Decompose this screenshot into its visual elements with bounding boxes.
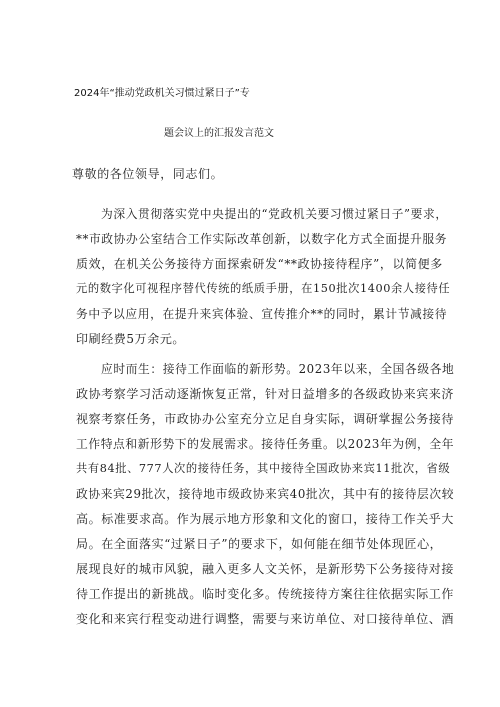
body-line: 高。标准要求高。作为展示地方形象和文化的窗口，接待工作关乎大 — [76, 512, 455, 526]
body-line: 变化和来宾行程变动进行调整，需要与来访单位、对口接待单位、酒 — [76, 612, 455, 626]
body-line: 质效，在机关公务接待方面探索研发“**政协接待程序”，以简便多 — [76, 257, 443, 271]
body-line: **市政协办公室结合工作实际改革创新，以数字化方式全面提升服务 — [76, 232, 448, 246]
salutation-line: 尊敬的各位领导，同志们。 — [72, 167, 224, 181]
body-line: 待工作提出的新挑战。临时变化多。传统接待方案往往依据实际工作 — [76, 587, 455, 601]
body-line: 印刷经费5万余元。 — [76, 332, 186, 346]
body-line: 应时而生：接待工作面临的新形势。2023年以来，全国各级各地 — [101, 362, 455, 376]
document-title-line-2: 题会议上的汇报发言范文 — [164, 128, 274, 139]
document-title-line-1: 2024年“推动党政机关习惯过紧日子”专 — [74, 88, 250, 99]
body-line: 为深入贯彻落实党中央提出的“党政机关要习惯过紧日子”要求， — [101, 207, 448, 221]
body-line: 共有84批、777人次的接待任务，其中接待全国政协来宾11批次，省级 — [76, 462, 451, 475]
body-line: 务中予以应用，在提升来宾体验、宣传推介**的同时，累计节减接待 — [76, 307, 448, 321]
body-line: 局。在全面落实“过紧日子”的要求下，如何能在细节处体现匠心， — [76, 537, 443, 551]
body-line: 元的数字化可视程序替代传统的纸质手册，在150批次1400余人接待任 — [76, 282, 451, 295]
body-line: 政协来宾29批次，接待地市级政协来宾40批次，其中有的接待层次较 — [76, 487, 455, 501]
body-line: 展现良好的城市风貌，融入更多人文关怀，是新形势下公务接待对接 — [76, 562, 455, 576]
body-line: 工作特点和新形势下的发展需求。接待任务重。以2023年为例，全年 — [76, 437, 455, 451]
body-line: 视察考察任务，市政协办公室充分立足自身实际，调研掌握公务接待 — [76, 412, 455, 426]
body-line: 政协考察学习活动逐渐恢复正常，针对日益增多的各级政协来宾来济 — [76, 387, 455, 401]
